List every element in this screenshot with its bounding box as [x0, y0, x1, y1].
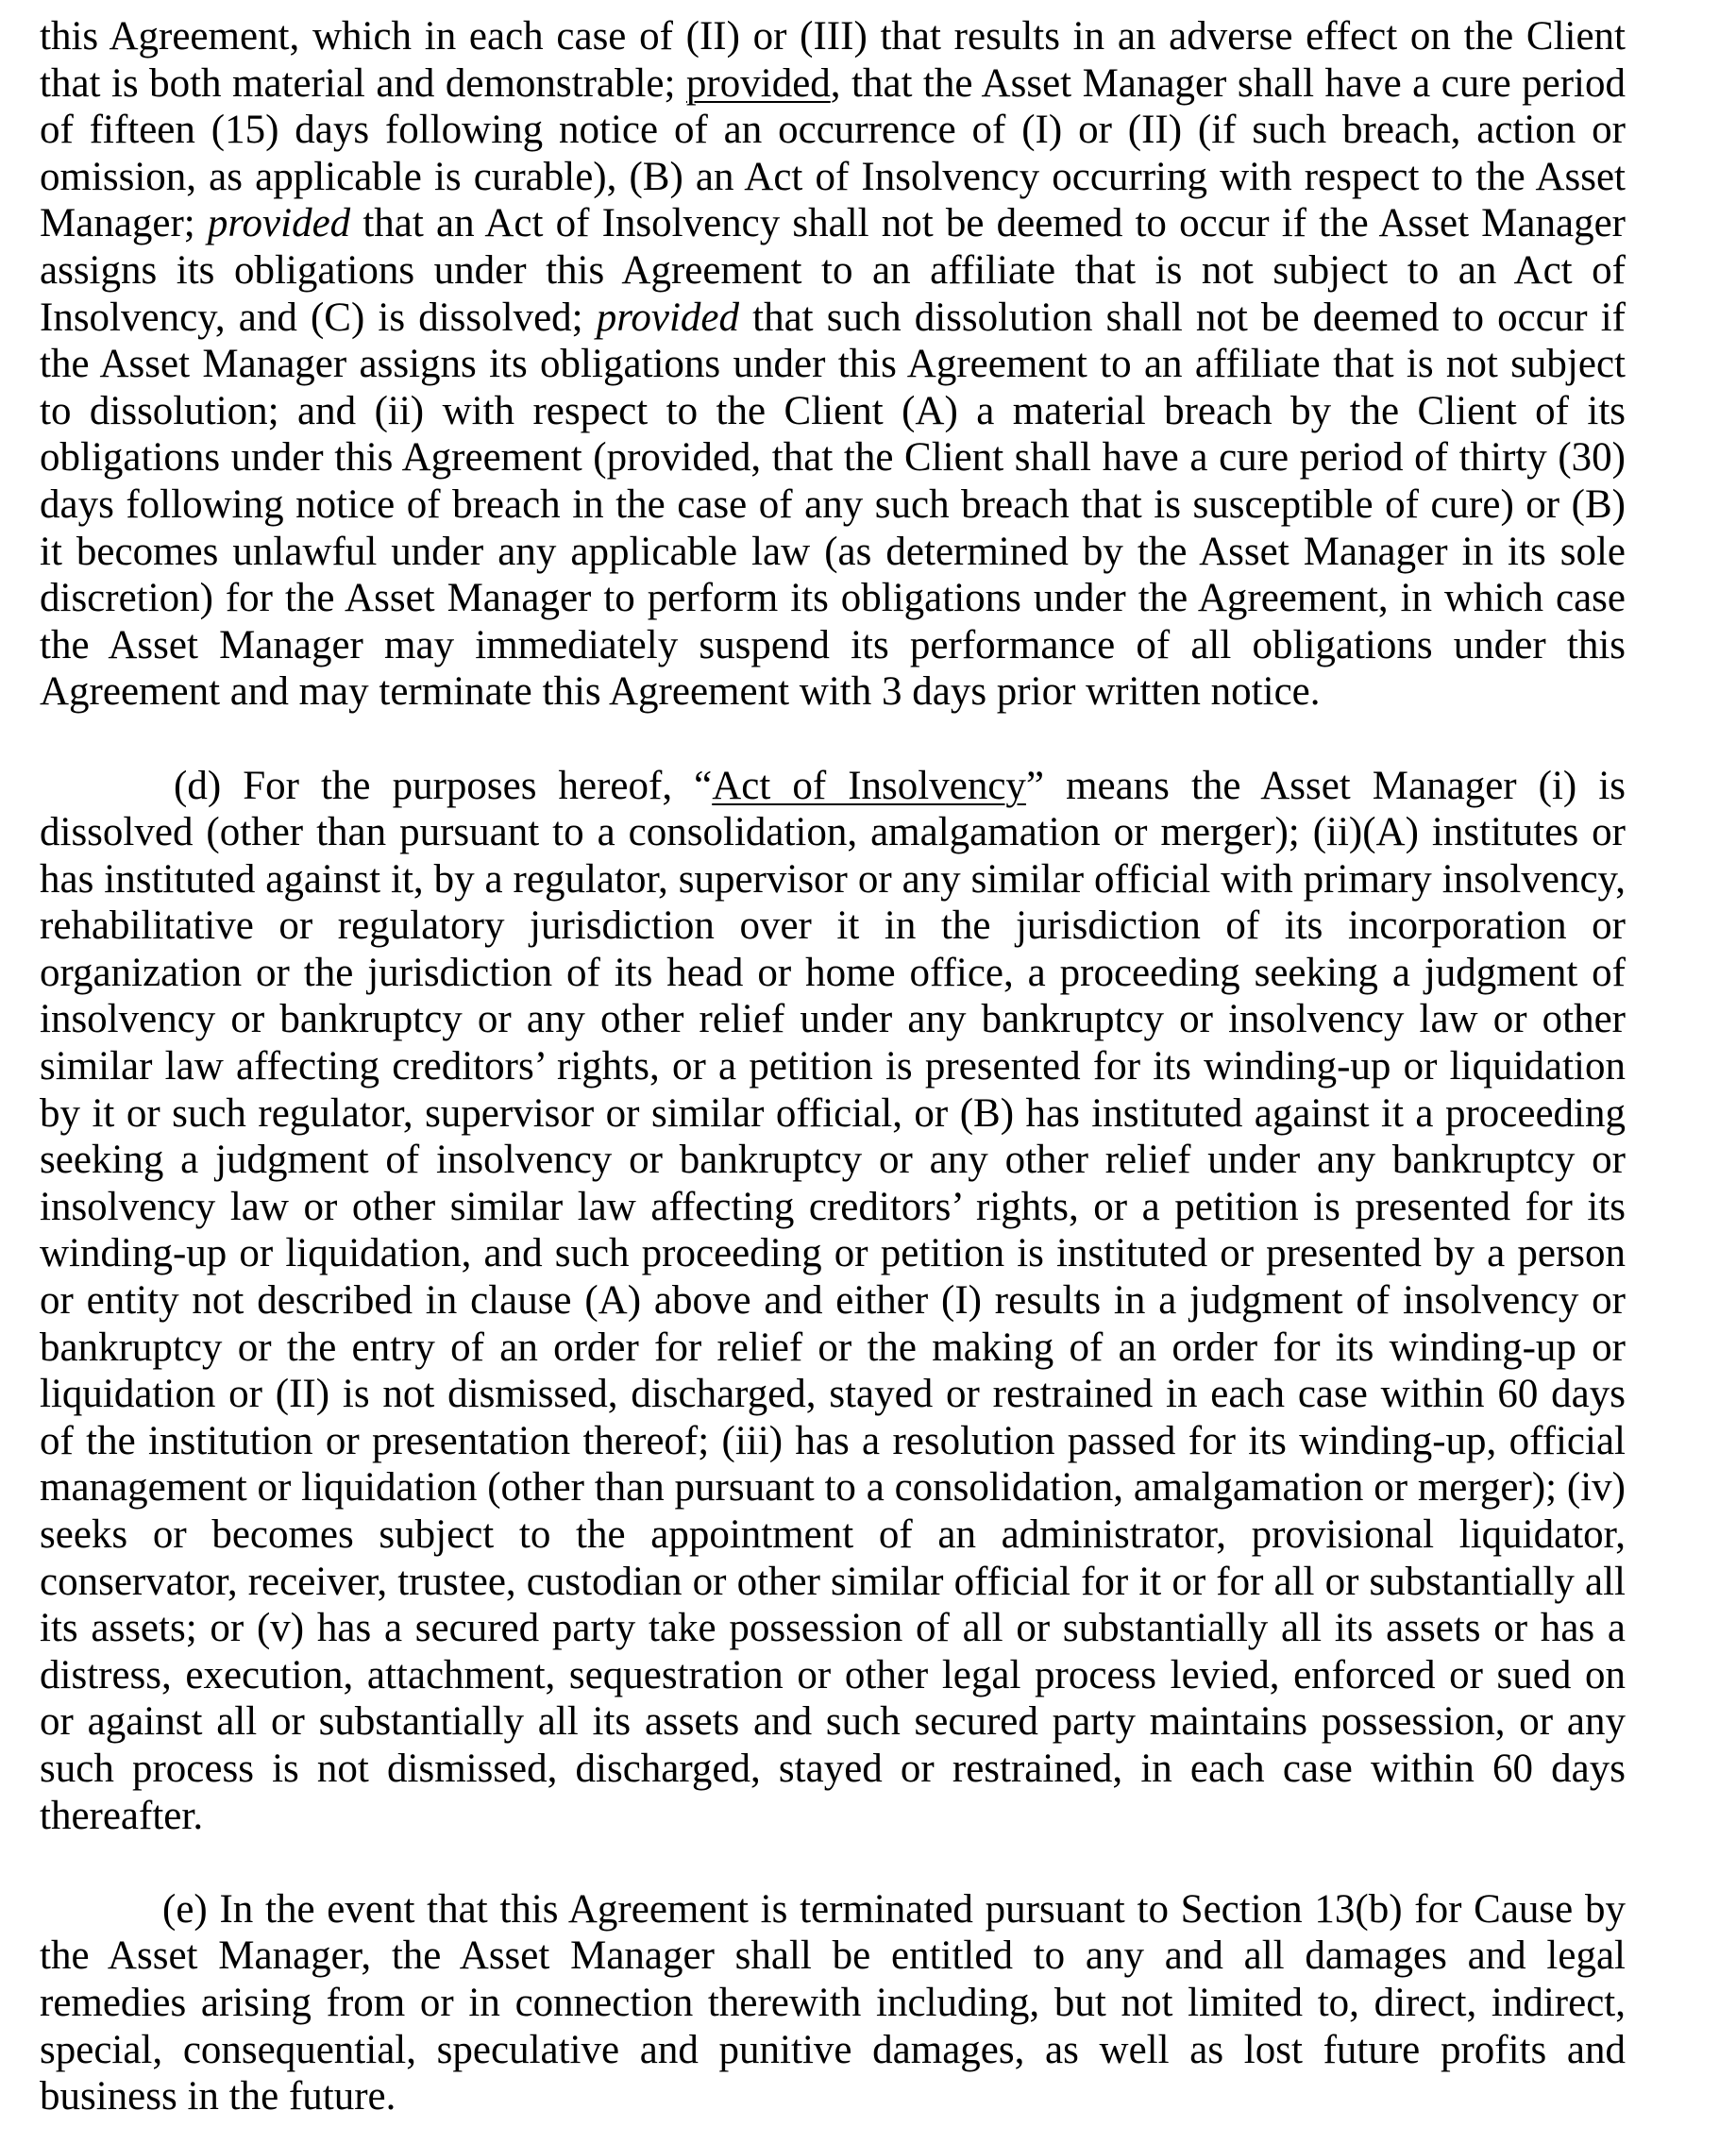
paragraph-d: [40, 763, 1626, 1840]
italic-term-provided: provided: [596, 295, 740, 340]
paragraph-c-continuation: [40, 13, 1626, 716]
text-span: this Agreement, which in each case of (II) or (III) that results in an adverse effect on the Client that is both material and demonstrable;: [40, 14, 1626, 106]
text-span: , that the Asset Manager shall have a cure period of fifteen (15) days following notice of an occurrence of (I) or (II) (if such breach, action or omission, as applicable is curable), (B) an Act of Insolvency occurring with respect to the Asset Manager;: [40, 60, 1626, 246]
text-span: (d) For the purposes hereof, “: [174, 763, 713, 808]
defined-term-act-of-insolvency: Act of Insolvency: [712, 763, 1026, 808]
paragraph-e: [40, 1886, 1626, 2120]
text-span: (e) In the event that this Agreement is terminated pursuant to Section 13(b) for Cause by the Asset Manager, the Asset Manager shall be entitled to any and all damages and legal remedies arising from or in connection therewith including, but not limited to, direct, indirect, special, consequential, speculative and punitive damages, as well as lost future profits and business in the future.: [40, 1886, 1626, 2119]
text-span: that such dissolution shall not be deemed to occur if the Asset Manager assigns its obligations under this Agreement to an affiliate that is not subject to dissolution; and (ii) with respect to the Client (A) a material breach by the Client of its obligations under this Agreement (provided, that the Client shall have a cure period of thirty (30) days following notice of breach in the case of any such breach that is susceptible of cure) or (B) it becomes unlawful under any applicable law (as determined by the Asset Manager in its sole discretion) for the Asset Manager to perform its obligations under the Agreement, in which case the Asset Manager may immediately suspend its performance of all obligations under this Agreement and may terminate this Agreement with 3 days prior written notice.: [40, 295, 1626, 715]
text-span: that an Act of Insolvency shall not be deemed to occur if the Asset Manager assigns its obligations under this Agreement to an affiliate that is not subject to an Act of Insolvency, and (C) is dissolved;: [40, 201, 1626, 340]
text-span: ” means the Asset Manager (i) is dissolved (other than pursuant to a consolidation, amalgamation or merger); (ii)(A) institutes or has instituted against it, by a regulator, supervisor or any similar official with primary insolvency, rehabilitative or regulatory jurisdiction over it in the jurisdiction of its incorporation or organization or the jurisdiction of its head or home office, a proceeding seeking a judgment of insolvency or bankruptcy or any other relief under any bankruptcy or insolvency law or other similar law affecting creditors’ rights, or a petition is presented for its winding-up or liquidation by it or such regulator, supervisor or similar official, or (B) has instituted against it a proceeding seeking a judgment of insolvency or bankruptcy or any other relief under any bankruptcy or insolvency law or other similar law affecting creditors’ rights, or a petition is presented for its winding-up or liquidation, and such proceeding or petition is instituted or presented by a person or entity not described in clause (A) above and either (I) results in a judgment of insolvency or bankruptcy or the entry of an order for relief or the making of an order for its winding-up or liquidation or (II) is not dismissed, discharged, stayed or restrained in each case within 60 days of the institution or presentation thereof; (iii) has a resolution passed for its winding-up, official management or liquidation (other than pursuant to a consolidation, amalgamation or merger); (iv) seeks or becomes subject to the appointment of an administrator, provisional liquidator, conservator, receiver, trustee, custodian or other similar official for it or for all or substantially all its assets; or (v) has a secured party take possession of all or substantially all its assets or has a distress, execution, attachment, sequestration or other legal process levied, enforced or sued on or against all or substantially all its assets and such secured party maintains possession, or any such process is not dismissed, discharged, stayed or restrained, in each case within 60 days thereafter.: [40, 763, 1626, 1838]
underlined-term-provided: provided: [685, 60, 831, 106]
italic-term-provided: provided: [207, 201, 351, 246]
document-page: [40, 13, 1626, 2120]
